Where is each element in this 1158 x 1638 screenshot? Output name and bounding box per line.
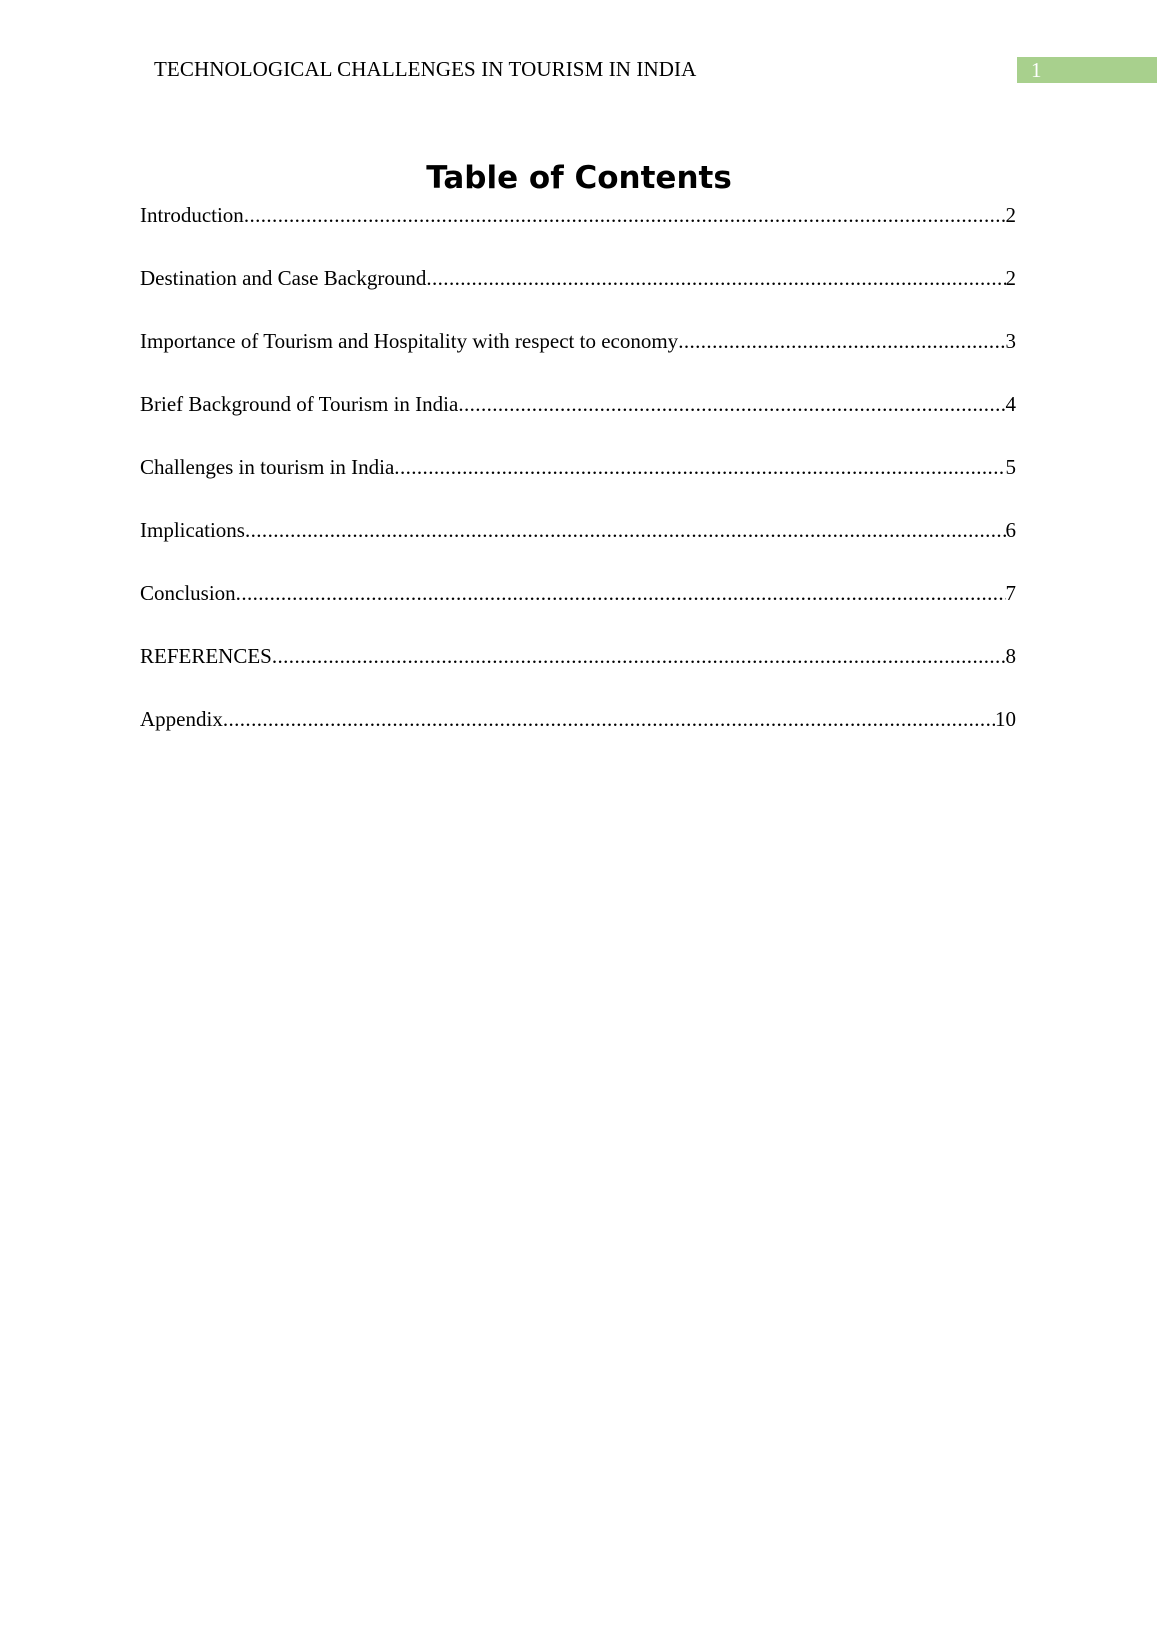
- toc-entry[interactable]: [140, 518, 1016, 581]
- toc-entry-label: Introduction: [140, 203, 244, 227]
- toc-entry[interactable]: [140, 392, 1016, 455]
- dot-leader: [272, 644, 1006, 669]
- toc-entry-label: Appendix: [140, 707, 223, 731]
- toc-entry[interactable]: [140, 644, 1016, 707]
- toc-entry-page: 3: [1005, 329, 1016, 353]
- dot-leader: [236, 581, 1006, 606]
- toc-entry-page: 2: [1005, 203, 1016, 227]
- page-number-badge: 1: [1017, 57, 1157, 83]
- toc-entry[interactable]: [140, 266, 1016, 329]
- toc-entry[interactable]: [140, 707, 1016, 770]
- toc-entry[interactable]: [140, 581, 1016, 644]
- toc-title: Table of Contents: [426, 160, 732, 196]
- toc-entry-label: Challenges in tourism in India: [140, 455, 395, 479]
- dot-leader: [223, 707, 995, 732]
- toc-entry-page: 10: [995, 707, 1016, 731]
- toc-entry-label: REFERENCES: [140, 644, 272, 668]
- toc-entry-label: Importance of Tourism and Hospitality with respect to economy: [140, 329, 679, 353]
- header-title: TECHNOLOGICAL CHALLENGES IN TOURISM IN INDIA: [154, 57, 697, 81]
- toc-entry-page: 8: [1005, 644, 1016, 668]
- toc-entry-page: 2: [1005, 266, 1016, 290]
- toc-entry-label: Destination and Case Background: [140, 266, 427, 290]
- toc-entry-page: 5: [1005, 455, 1016, 479]
- toc-entry-page: 4: [1005, 392, 1016, 416]
- dot-leader: [394, 455, 1005, 480]
- toc-entry[interactable]: [140, 329, 1016, 392]
- toc-entry-label: Brief Background of Tourism in India: [140, 392, 459, 416]
- toc-entry-page: 6: [1005, 518, 1016, 542]
- dot-leader: [426, 266, 1005, 291]
- toc-entry[interactable]: [140, 455, 1016, 518]
- dot-leader: [458, 392, 1005, 417]
- dot-leader: [245, 518, 1006, 543]
- toc-entry-page: 7: [1005, 581, 1016, 605]
- toc-entry[interactable]: [140, 203, 1016, 266]
- toc-entry-label: Implications: [140, 518, 245, 542]
- table-of-contents: [140, 203, 1016, 770]
- dot-leader: [244, 203, 1006, 228]
- dot-leader: [678, 329, 1005, 354]
- toc-entry-label: Conclusion: [140, 581, 236, 605]
